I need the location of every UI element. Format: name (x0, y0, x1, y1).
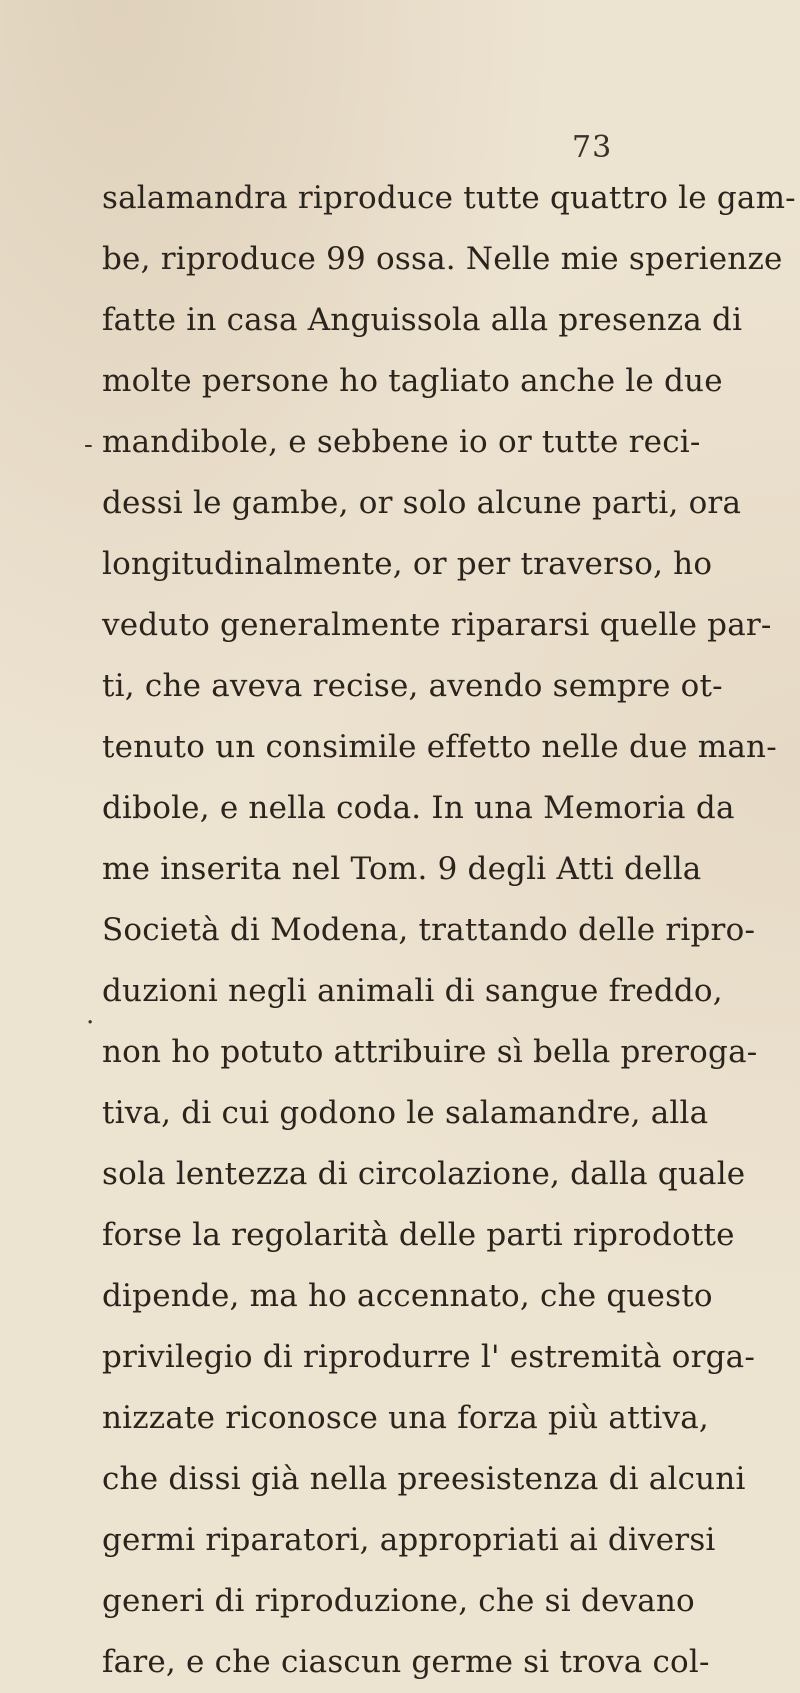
text-line: duzioni negli animali di sangue freddo, (102, 973, 723, 1009)
text-line: dessi le gambe, or solo alcune parti, ora (102, 485, 742, 521)
text-line: sola lentezza di circolazione, dalla quale (102, 1156, 746, 1192)
text-line: nizzate riconosce una forza più attiva, (102, 1400, 709, 1436)
text-line: privilegio di riprodurre l' estremità orga- (102, 1339, 756, 1375)
text-line: non ho potuto attribuire sì bella preroga- (102, 1034, 758, 1070)
margin-mark: - (84, 430, 93, 460)
text-line: longitudinalmente, or per traverso, ho (102, 546, 713, 582)
text-line: fatte in casa Anguissola alla presenza di (102, 302, 743, 338)
body-text (102, 168, 796, 1693)
text-line: dibole, e nella coda. In una Memoria da (102, 790, 735, 826)
text-line: tenuto un consimile effetto nelle due man- (102, 729, 777, 765)
text-line: mandibole, e sebbene io or tutte reci- (102, 424, 701, 460)
text-line: forse la regolarità delle parti riprodotte (102, 1217, 735, 1253)
text-line: me inserita nel Tom. 9 degli Atti della (102, 851, 702, 887)
text-line: germi riparatori, appropriati ai diversi (102, 1522, 716, 1558)
text-line: molte persone ho tagliato anche le due (102, 363, 723, 399)
text-line: salamandra riproduce tutte quattro le gam- (102, 180, 796, 216)
text-line: dipende, ma ho accennato, che questo (102, 1278, 713, 1314)
text-line: tiva, di cui godono le salamandre, alla (102, 1095, 709, 1131)
text-line: ti, che aveva recise, avendo sempre ot- (102, 668, 723, 704)
text-line: Società di Modena, trattando delle ripro- (102, 912, 756, 948)
text-line: che dissi già nella preesistenza di alcuni (102, 1461, 746, 1497)
text-line: fare, e che ciascun germe si trova col- (102, 1644, 710, 1680)
page-number: 73 (572, 130, 613, 165)
text-line: be, riproduce 99 ossa. Nelle mie sperienze (102, 241, 783, 277)
margin-mark: . (86, 1000, 95, 1030)
text-line: generi di riproduzione, che si devano (102, 1583, 695, 1619)
text-line: veduto generalmente ripararsi quelle par- (102, 607, 772, 643)
